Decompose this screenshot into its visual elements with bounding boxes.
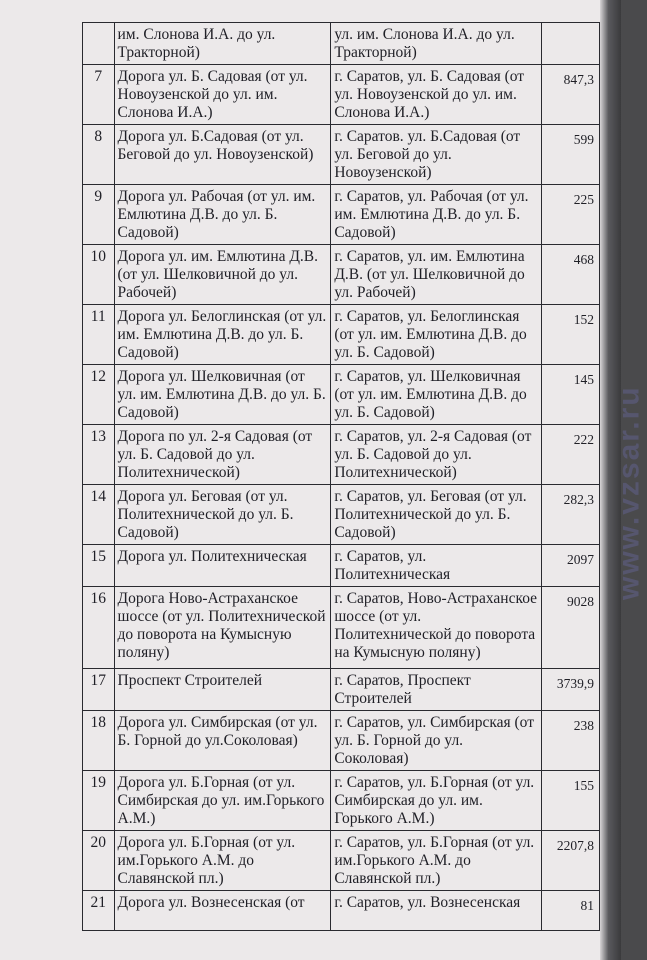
row-number: 21 — [83, 891, 115, 931]
road-length-cell: 145 — [542, 365, 600, 425]
road-address-cell: г. Саратов, ул. Политехническая — [331, 545, 542, 587]
table-row — [83, 545, 600, 587]
road-name-cell: Дорога ул. Симбирская (от ул. Б. Горной до ул.Соколовая) — [114, 711, 331, 771]
road-length-cell: 2207,8 — [542, 831, 600, 891]
road-address-cell: г. Саратов, ул. Беговая (от ул. Политехнической до ул. Б. Садовой) — [331, 485, 542, 545]
road-name-cell: Дорога ул. Вознесенская (от — [114, 891, 331, 931]
road-address-cell: г. Саратов, Ново-Астраханское шоссе (от ул. Политехнической до поворота на Кумысную поляну) — [331, 587, 542, 669]
table-row — [83, 587, 600, 669]
row-number: 19 — [83, 771, 115, 831]
road-address-cell: г. Саратов, ул. Симбирская (от ул. Б. Горной до ул. Соколовая) — [331, 711, 542, 771]
road-name-cell: Дорога ул. Белоглинская (от ул. им. Емлютина Д.В. до ул. Б. Садовой) — [114, 305, 331, 365]
road-length-cell: 81 — [542, 891, 600, 931]
road-length-cell: 599 — [542, 125, 600, 185]
road-address-cell: г. Саратов, ул. Б. Садовая (от ул. Новоузенской до ул. им. Слонова И.А.) — [331, 65, 542, 125]
table-row — [83, 125, 600, 185]
road-length-cell: 222 — [542, 425, 600, 485]
row-number: 20 — [83, 831, 115, 891]
table-row — [83, 711, 600, 771]
road-name-cell: Дорога ул. Шелковичная (от ул. им. Емлютина Д.В. до ул. Б. Садовой) — [114, 365, 331, 425]
road-address-cell: г. Саратов, ул. Вознесенская — [331, 891, 542, 931]
row-number: 13 — [83, 425, 115, 485]
road-length-cell: 847,3 — [542, 65, 600, 125]
roads-table — [82, 22, 600, 931]
road-length-cell: 468 — [542, 245, 600, 305]
road-address-cell: г. Саратов, ул. 2-я Садовая (от ул. Б. Садовой до ул. Политехнической) — [331, 425, 542, 485]
row-number: 18 — [83, 711, 115, 771]
road-name-cell: Дорога ул. Беговая (от ул. Политехнической до ул. Б. Садовой) — [114, 485, 331, 545]
road-name-cell: Дорога ул. Политехническая — [114, 545, 331, 587]
row-number: 14 — [83, 485, 115, 545]
table-row — [83, 485, 600, 545]
road-name-cell: Дорога ул. Б.Садовая (от ул. Беговой до ул. Новоузенской) — [114, 125, 331, 185]
row-number: 15 — [83, 545, 115, 587]
road-length-cell: 225 — [542, 185, 600, 245]
road-name-cell: Проспект Строителей — [114, 669, 331, 711]
road-address-cell: ул. им. Слонова И.А. до ул. Тракторной) — [331, 23, 542, 65]
road-length-cell: 155 — [542, 771, 600, 831]
road-address-cell: г. Саратов, ул. Б.Горная (от ул. Симбирская до ул. им. Горького А.М.) — [331, 771, 542, 831]
road-address-cell: г. Саратов, ул. Шелковичная (от ул. им. Емлютина Д.В. до ул. Б. Садовой) — [331, 365, 542, 425]
road-name-cell: Дорога ул. им. Емлютина Д.В. (от ул. Шелковичной до ул. Рабочей) — [114, 245, 331, 305]
road-name-cell: Дорога ул. Б.Горная (от ул. Симбирская до ул. им.Горького А.М.) — [114, 771, 331, 831]
road-name-cell: Дорога по ул. 2-я Садовая (от ул. Б. Садовой до ул. Политехнической) — [114, 425, 331, 485]
row-number: 9 — [83, 185, 115, 245]
road-address-cell: г. Саратов, ул. им. Емлютина Д.В. (от ул. Шелковичной до ул. Рабочей) — [331, 245, 542, 305]
road-length-cell: 9028 — [542, 587, 600, 669]
road-length-cell — [542, 23, 600, 65]
table-row — [83, 65, 600, 125]
road-address-cell: г. Саратов, ул. Рабочая (от ул. им. Емлютина Д.В. до ул. Б. Садовой) — [331, 185, 542, 245]
row-number: 11 — [83, 305, 115, 365]
road-length-cell: 2097 — [542, 545, 600, 587]
row-number — [83, 23, 115, 65]
site-watermark: www.vzsar.ru — [613, 385, 646, 600]
table-row — [83, 305, 600, 365]
table-row — [83, 23, 600, 65]
road-length-cell: 152 — [542, 305, 600, 365]
table-row — [83, 185, 600, 245]
road-address-cell: г. Саратов, ул. Белоглинская (от ул. им. Емлютина Д.В. до ул. Б. Садовой) — [331, 305, 542, 365]
road-length-cell: 3739,9 — [542, 669, 600, 711]
road-name-cell: Дорога ул. Б.Горная (от ул. им.Горького А.М. до Славянской пл.) — [114, 831, 331, 891]
table-row — [83, 771, 600, 831]
road-name-cell: Дорога ул. Б. Садовая (от ул. Новоузенской до ул. им. Слонова И.А.) — [114, 65, 331, 125]
table-row — [83, 669, 600, 711]
row-number: 12 — [83, 365, 115, 425]
road-name-cell: им. Слонова И.А. до ул. Тракторной) — [114, 23, 331, 65]
row-number: 8 — [83, 125, 115, 185]
row-number: 10 — [83, 245, 115, 305]
row-number: 7 — [83, 65, 115, 125]
table-row — [83, 831, 600, 891]
row-number: 16 — [83, 587, 115, 669]
row-number: 17 — [83, 669, 115, 711]
table-row — [83, 891, 600, 931]
road-name-cell: Дорога ул. Рабочая (от ул. им. Емлютина Д.В. до ул. Б. Садовой) — [114, 185, 331, 245]
road-address-cell: г. Саратов. ул. Б.Садовая (от ул. Беговой до ул. Новоузенской) — [331, 125, 542, 185]
table-body — [83, 23, 600, 931]
table-row — [83, 425, 600, 485]
road-name-cell: Дорога Ново-Астраханское шоссе (от ул. Политехнической до поворота на Кумысную поляну) — [114, 587, 331, 669]
road-address-cell: г. Саратов, ул. Б.Горная (от ул. им.Горького А.М. до Славянской пл.) — [331, 831, 542, 891]
road-length-cell: 282,3 — [542, 485, 600, 545]
table-row — [83, 245, 600, 305]
road-address-cell: г. Саратов, Проспект Строителей — [331, 669, 542, 711]
road-length-cell: 238 — [542, 711, 600, 771]
table-row — [83, 365, 600, 425]
